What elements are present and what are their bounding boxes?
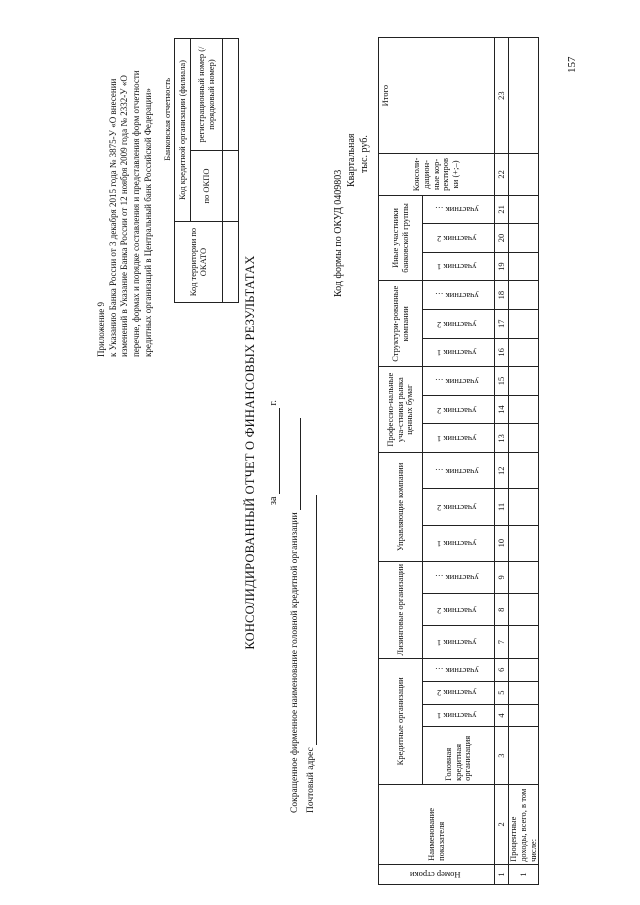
- cell: [509, 281, 539, 310]
- cell: [509, 224, 539, 253]
- col-num: 9: [495, 561, 509, 593]
- cell: [509, 727, 539, 784]
- org-name-label: Сокращенное фирменное наименование головной кредитной организации: [290, 512, 300, 813]
- org-name-line: [290, 418, 301, 813]
- group-structured: Структури-рованные компании: [379, 281, 423, 367]
- appendix-text: [96, 57, 154, 357]
- mgmt-member2: [423, 489, 495, 525]
- leasing-member-etc-text: участник …: [435, 573, 479, 584]
- org-name-blank: [290, 418, 301, 510]
- total-header: Итого: [379, 38, 495, 154]
- main-table: [378, 37, 539, 885]
- other-member1: [423, 252, 495, 281]
- struct-member-etc: [423, 281, 495, 310]
- cell: [509, 681, 539, 704]
- col-num: 8: [495, 594, 509, 626]
- row-no-header-text: Номер строки: [409, 870, 461, 881]
- indicator-header: Наименование показателя: [379, 784, 495, 864]
- group-other: Иные участники банковской группы: [379, 195, 423, 281]
- okato-value: [223, 222, 239, 303]
- sec-member2: [423, 395, 495, 424]
- col-num: 14: [495, 395, 509, 424]
- group-securities: Профессио-нальные уча-стники рынка ценных бумаг: [379, 367, 423, 453]
- cell: [509, 704, 539, 727]
- group-credit-orgs: Кредитные организации: [379, 658, 423, 784]
- appendix-line-3: изменений в Указание Банка России от 12 ноября 2009 года № 2332-У «О: [119, 75, 130, 357]
- credit-member-etc: [423, 658, 495, 681]
- report-title: КОНСОЛИДИРОВАННЫЙ ОТЧЕТ О ФИНАНСОВЫХ РЕЗУЛЬТАТАХ: [243, 255, 257, 650]
- struct-member2-text: участник 2: [437, 319, 477, 330]
- col-num: 17: [495, 309, 509, 338]
- col-num: 21: [495, 195, 509, 224]
- cell: [509, 38, 539, 154]
- appendix-line-1: Приложение 9: [96, 301, 106, 357]
- cell: [509, 626, 539, 658]
- col-num: 23: [495, 38, 509, 154]
- row1-label: Процентные доходы, всего, в том числе:: [509, 784, 539, 864]
- leasing-member1: [423, 626, 495, 658]
- cell: [509, 154, 539, 195]
- credit-member1-text: участник 1: [437, 711, 477, 722]
- col-num: 6: [495, 658, 509, 681]
- reporting-caption: Банковская отчетность: [162, 78, 172, 161]
- period-prefix: за: [268, 496, 279, 505]
- col-num: 15: [495, 367, 509, 396]
- col-num: 22: [495, 154, 509, 195]
- cell: [509, 252, 539, 281]
- sec-member1: [423, 424, 495, 453]
- sec-member-etc-text: участник …: [435, 376, 479, 387]
- col-num: 18: [495, 281, 509, 310]
- struct-member-etc-text: участник …: [435, 291, 479, 302]
- col-num: 1: [495, 864, 509, 884]
- col-num: 2: [495, 784, 509, 864]
- period-suffix: г.: [268, 400, 279, 406]
- other-member-etc-text: участник …: [435, 205, 479, 216]
- col-num: 7: [495, 626, 509, 658]
- cell: [509, 561, 539, 593]
- col-num: 20: [495, 224, 509, 253]
- report-period: [268, 0, 280, 905]
- mgmt-member-etc-text: участник …: [435, 466, 479, 477]
- okato-header: Код территории по ОКАТО: [175, 222, 223, 303]
- table-row: [509, 38, 539, 885]
- sec-member1-text: участник 1: [437, 434, 477, 445]
- col-num: 10: [495, 525, 509, 561]
- col-num: 12: [495, 453, 509, 489]
- mgmt-member1-text: участник 1: [437, 539, 477, 550]
- appendix-line-4: перечне, формах и порядке составления и представления форм отчетности: [131, 70, 142, 357]
- other-member1-text: участник 1: [437, 262, 477, 273]
- mgmt-member-etc: [423, 453, 495, 489]
- leasing-member2-text: участник 2: [437, 605, 477, 616]
- cell: [509, 367, 539, 396]
- head-org-header: Головная кредитная организация: [423, 727, 495, 784]
- credit-member-etc-text: участник …: [435, 665, 479, 676]
- col-num: 3: [495, 727, 509, 784]
- sec-member-etc: [423, 367, 495, 396]
- col-num: 4: [495, 704, 509, 727]
- okud-code: Код формы по ОКУД 0409803: [333, 169, 344, 297]
- row1-number: 1: [509, 864, 539, 884]
- row-no-header: [379, 864, 495, 884]
- cell: [509, 489, 539, 525]
- col-num: 11: [495, 489, 509, 525]
- cell: [509, 338, 539, 367]
- group-management: Управляющие компании: [379, 453, 423, 562]
- cell: [509, 395, 539, 424]
- leasing-member2: [423, 594, 495, 626]
- sec-member2-text: участник 2: [437, 405, 477, 416]
- credit-org-code-header: Код кредитной организации (филиала): [175, 39, 191, 222]
- group-leasing: Лизинговые организации: [379, 561, 423, 658]
- other-member2: [423, 224, 495, 253]
- cell: [509, 309, 539, 338]
- col-num: 5: [495, 681, 509, 704]
- cell: [509, 195, 539, 224]
- cell: [509, 658, 539, 681]
- okpo-value: [223, 151, 239, 222]
- cell: [509, 453, 539, 489]
- struct-member2: [423, 309, 495, 338]
- cell: [509, 424, 539, 453]
- consolidation-header: Консоли-дацион-ные кор-ректиров ки (+;–): [379, 154, 495, 195]
- appendix-line-2: к Указанию Банка России от 3 декабря 2015 года № 3875-У «О внесении: [107, 78, 118, 357]
- col-num: 19: [495, 252, 509, 281]
- credit-member2: [423, 681, 495, 704]
- okpo-header: по ОКПО: [191, 151, 223, 222]
- unit: тыс. руб.: [359, 135, 370, 173]
- cell: [509, 525, 539, 561]
- periodicity: Квартальная: [346, 133, 357, 187]
- address-blank: [306, 495, 317, 745]
- appendix-line-5: кредитных организаций в Центральный банк Российской Федерации»: [142, 88, 153, 357]
- col-num: 16: [495, 338, 509, 367]
- page-number: 157: [566, 56, 578, 73]
- reg-number-value: [223, 39, 239, 151]
- struct-member1: [423, 338, 495, 367]
- reg-number-header: регистрационный номер (/порядковый номер): [191, 39, 223, 151]
- col-num: 13: [495, 424, 509, 453]
- mgmt-member2-text: участник 2: [437, 502, 477, 513]
- leasing-member1-text: участник 1: [437, 638, 477, 649]
- credit-member2-text: участник 2: [437, 688, 477, 699]
- credit-member1: [423, 704, 495, 727]
- mgmt-member1: [423, 525, 495, 561]
- period-blank: [268, 408, 280, 494]
- address-line: [306, 495, 317, 813]
- column-numbers-row: [495, 38, 509, 885]
- other-member2-text: участник 2: [437, 233, 477, 244]
- address-label: Почтовый адрес: [306, 747, 316, 813]
- struct-member1-text: участник 1: [437, 348, 477, 359]
- other-member-etc: [423, 195, 495, 224]
- leasing-member-etc: [423, 561, 495, 593]
- cell: [509, 594, 539, 626]
- codes-table: [174, 38, 239, 303]
